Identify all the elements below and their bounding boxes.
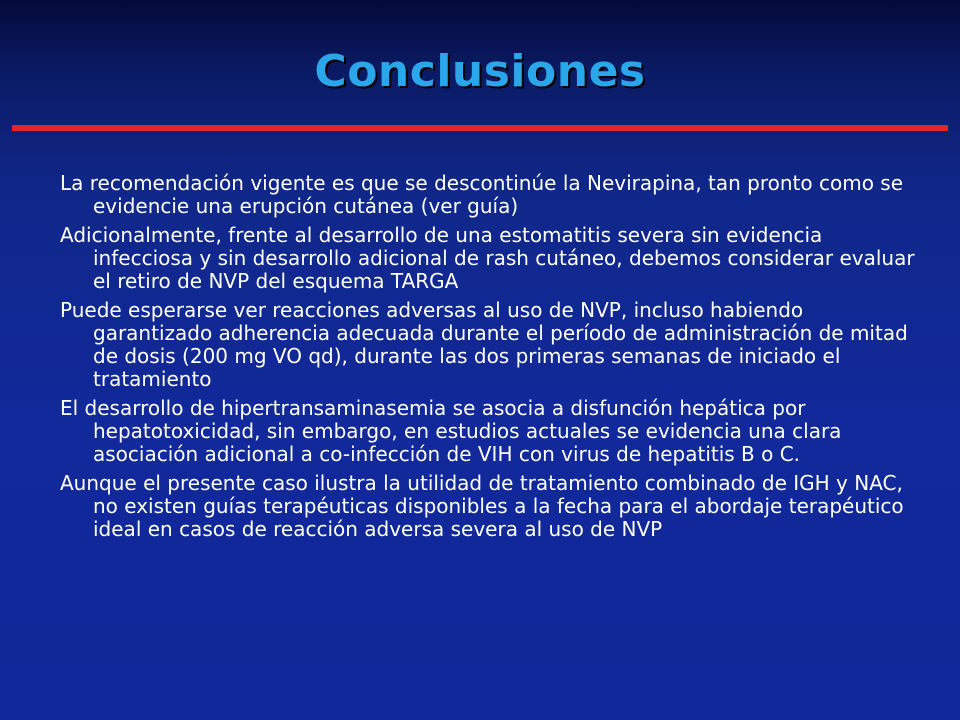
bullet-item: Puede esperarse ver reacciones adversas al uso de NVP, incluso habiendo garantizado adherencia adecuada durante el período de administración de mitad de dosis (200 mg VO qd), durante las dos primeras semanas de iniciado el tratamiento bbox=[60, 298, 908, 391]
slide-title: Conclusiones bbox=[314, 46, 646, 97]
bullet-item: La recomendación vigente es que se descontinúe la Nevirapina, tan pronto como se evidencie una erupción cutánea (ver guía) bbox=[60, 171, 904, 218]
bullet-list bbox=[60, 172, 920, 547]
bullet-item: Adicionalmente, frente al desarrollo de una estomatitis severa sin evidencia infecciosa y sin desarrollo adicional de rash cutáneo, debemos considerar evaluar el retiro de NVP del esquema TARGA bbox=[60, 223, 915, 293]
title-divider bbox=[12, 125, 948, 131]
bullet-item: Aunque el presente caso ilustra la utilidad de tratamiento combinado de IGH y NAC, no existen guías terapéuticas disponibles a la fecha para el abordaje terapéutico ideal en casos de reacción adversa severa al uso de NVP bbox=[60, 471, 904, 541]
bullet-item: El desarrollo de hipertransaminasemia se asocia a disfunción hepática por hepatotoxicidad, sin embargo, en estudios actuales se evidencia una clara asociación adicional a co-infección de VIH con virus de hepatitis B o C. bbox=[60, 396, 842, 466]
